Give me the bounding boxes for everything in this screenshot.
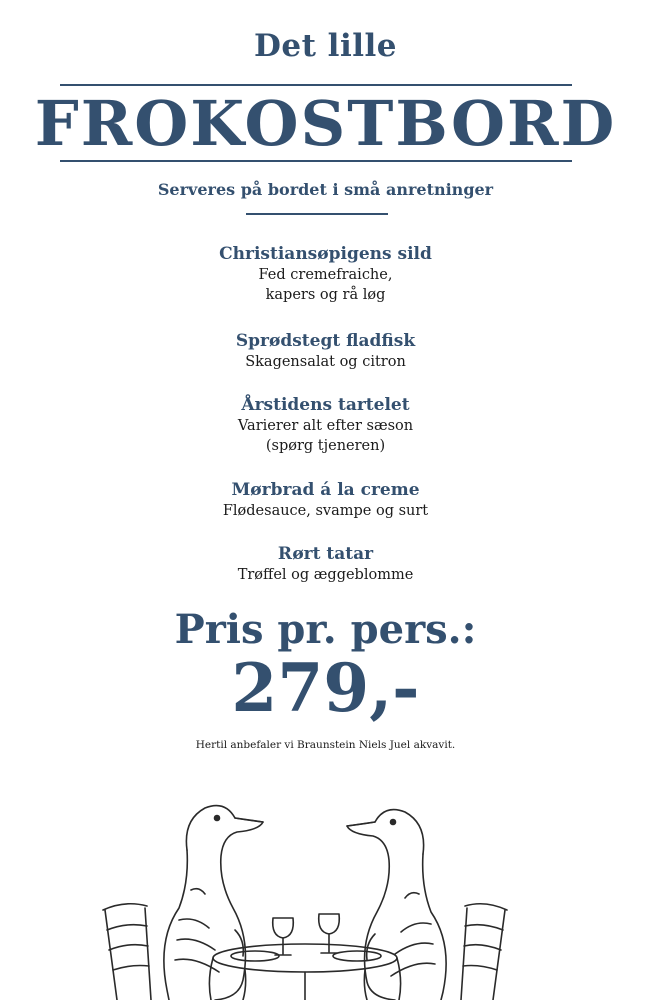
price-label: Pris pr. pers.: [174, 606, 477, 653]
menu-item-name: Mørbrad á la creme [231, 480, 420, 500]
menu-item-name: Rørt tatar [277, 544, 374, 564]
menu-item [0, 394, 651, 456]
menu-item-name: Årstidens tartelet [241, 395, 410, 415]
title-rule-top [60, 84, 572, 86]
menu-item [0, 479, 651, 521]
left-chair-icon [103, 904, 151, 1000]
page-title-small: Det lille [253, 28, 398, 64]
right-goose-icon [347, 810, 446, 1000]
menu-item-description: Flødesauce, svampe og surt [222, 503, 429, 519]
menu-item [0, 243, 651, 305]
geese-dining-illustration [95, 790, 515, 1000]
menu-item [0, 330, 651, 372]
subtitle-rule [246, 213, 388, 215]
title-rule-bottom [60, 160, 572, 162]
subtitle: Serveres på bordet i små anretninger [157, 180, 494, 199]
menu-item-name: Christiansøpigens sild [219, 244, 432, 264]
menu-item-description: Fed cremefraiche, kapers og rå løg [258, 267, 393, 303]
menu-item [0, 543, 651, 585]
price-value: 279,- [231, 649, 420, 727]
akvavit-note: Hertil anbefaler vi Braunstein Niels Juel akvavit. [195, 739, 456, 751]
menu-item-description: Trøffel og æggeblomme [237, 567, 414, 583]
menu-item-name: Sprødstegt fladfisk [235, 331, 416, 351]
wine-glass-icon [273, 914, 340, 955]
menu-item-description: Skagensalat og citron [245, 354, 406, 370]
page-title: FROKOSTBORD [34, 87, 617, 160]
left-goose-icon [164, 806, 263, 1000]
right-chair-icon [461, 904, 507, 1000]
menu-item-description: Varierer alt efter sæson (spørg tjeneren) [237, 418, 414, 454]
